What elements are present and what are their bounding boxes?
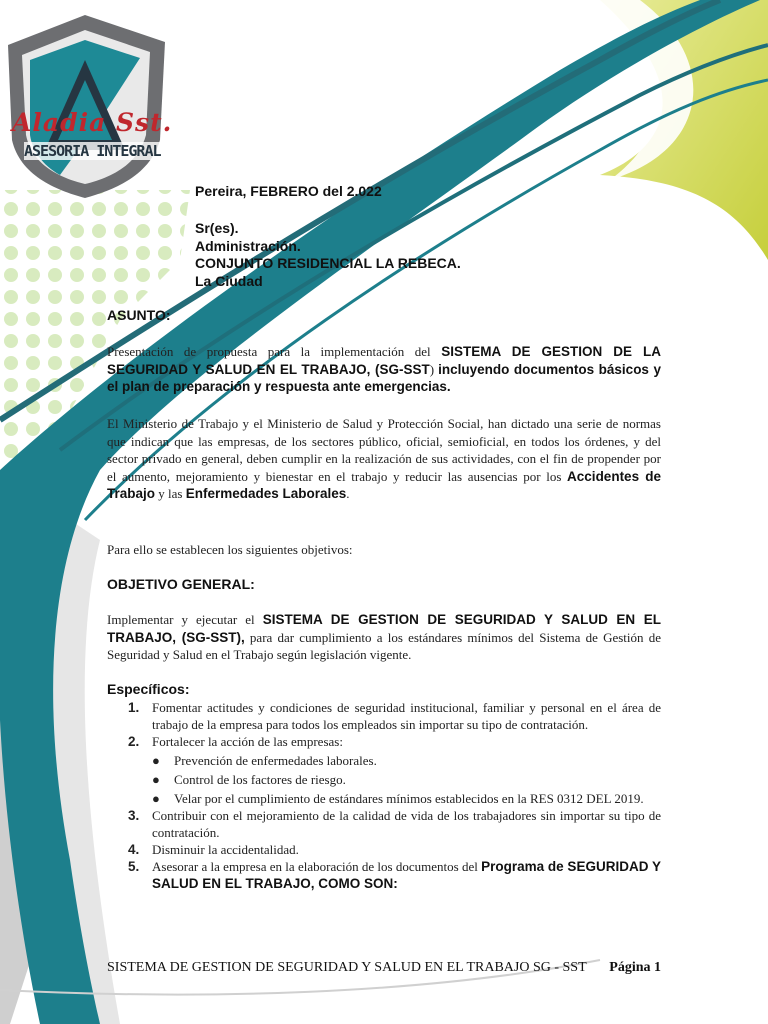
sub-list-item: ● Control de los factores de riesgo. xyxy=(152,772,346,787)
logo-brand: Aladia Sst. xyxy=(12,108,173,137)
list-item: 5. Asesorar a la empresa en la elaboración de los documentos del Programa de SEGURIDAD Y SALUD EN EL TRABAJO, COMO SON: xyxy=(128,859,661,891)
recipient-line: CONJUNTO RESIDENCIAL LA REBECA. xyxy=(195,255,461,271)
list-number: 1. xyxy=(128,700,140,715)
specific-objectives-heading: Específicos: xyxy=(107,681,190,697)
logo-tagline: ASESORIA INTEGRAL xyxy=(24,142,161,160)
list-item: 4. Disminuir la accidentalidad. xyxy=(128,842,299,857)
sub-list-item: ● Prevención de enfermedades laborales. xyxy=(152,753,377,768)
recipient-line: Sr(es). xyxy=(195,220,239,236)
list-item: 1. Fomentar actitudes y condiciones de seguridad institucional, familiar y personal en el área de trabajo de la empresa para todos los empleados sin importar su tipo de contratación. xyxy=(128,700,661,732)
recipient-line: Administración. xyxy=(195,238,301,254)
page-number: Página 1 xyxy=(609,960,661,975)
footer-title: SISTEMA DE GESTION DE SEGURIDAD Y SALUD EN EL TRABAJO SG - SST xyxy=(107,960,587,975)
list-item: 3. Contribuir con el mejoramiento de la calidad de vida de los trabajadores sin importar su tipo de contratación. xyxy=(128,808,661,840)
list-number: 2. xyxy=(128,734,140,749)
body-paragraph: El Ministerio de Trabajo y el Ministerio de Salud y Protección Social, han dictado una serie de normas que indican que las empresas, de los sectores público, oficial, semioficial, en todos los órdenes, y del sector privado en general, deben cumplir en la realización de sus actividades, con el fin de propender por el aumento, mejoramiento y bienestar en el trabajo y reducir las ausencias por los Accidentes de Trabajo y las Enfermedades Laborales. xyxy=(107,416,661,501)
bullet-icon: ● xyxy=(152,753,160,768)
bullet-icon: ● xyxy=(152,791,160,806)
date-line: Pereira, FEBRERO del 2.022 xyxy=(195,183,382,199)
page-footer xyxy=(107,960,661,976)
objectives-intro: Para ello se establecen los siguientes objetivos: xyxy=(107,542,353,557)
subject-label: ASUNTO: xyxy=(107,307,171,323)
general-objective-paragraph: Implementar y ejecutar el SISTEMA DE GESTION DE SEGURIDAD Y SALUD EN EL TRABAJO, (SG-SST), para dar cumplimiento a los estándares mínimos del Sistema de Gestión de Seguridad y Salud en el Trabajo según legislación vigente. xyxy=(107,612,661,662)
general-objective-heading: OBJETIVO GENERAL: xyxy=(107,576,255,592)
sub-list-item: ● Velar por el cumplimiento de estándares mínimos establecidos en la RES 0312 DEL 2019. xyxy=(152,791,644,806)
bullet-icon: ● xyxy=(152,772,160,787)
list-number: 4. xyxy=(128,842,140,857)
list-number: 3. xyxy=(128,808,140,823)
list-number: 5. xyxy=(128,859,140,874)
intro-paragraph: Presentación de propuesta para la implementación del SISTEMA DE GESTION DE LA SEGURIDAD Y SALUD EN EL TRABAJO, (SG-SST) incluyendo documentos básicos y el plan de preparación y respuesta ante emergencias. xyxy=(107,344,661,394)
list-item: 2. Fortalecer la acción de las empresas: xyxy=(128,734,343,749)
recipient-line: La Ciudad xyxy=(195,273,263,289)
specific-objectives-list xyxy=(107,699,661,892)
